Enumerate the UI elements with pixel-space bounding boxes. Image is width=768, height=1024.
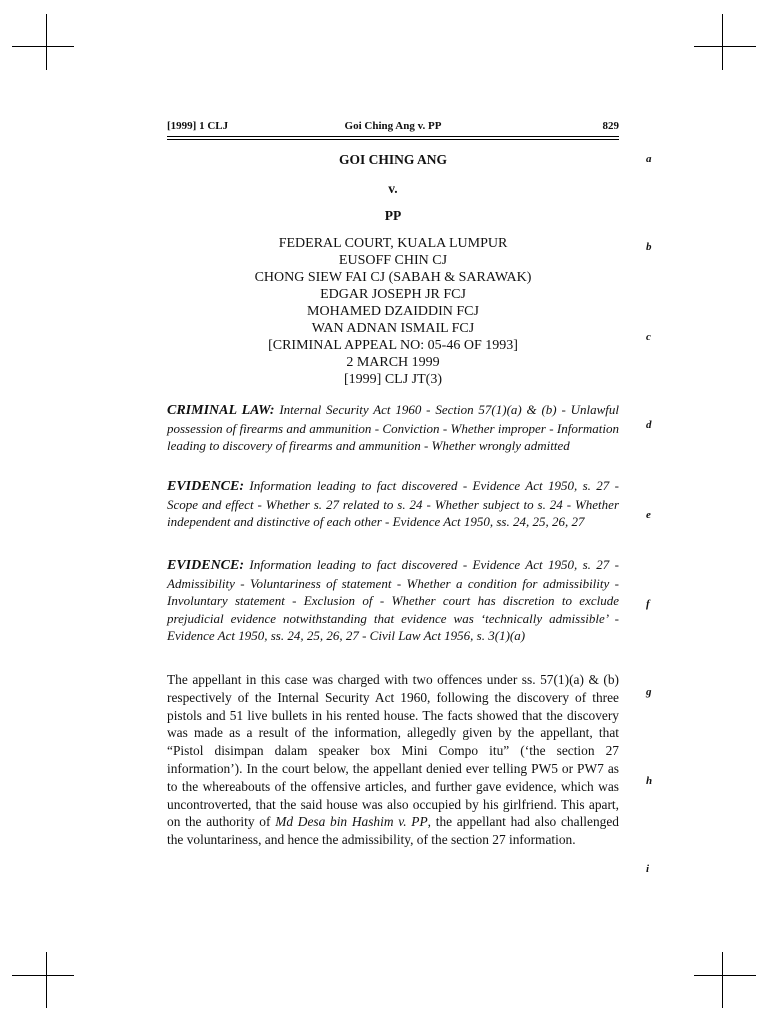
catchword-text: Internal Security Act 1960 - Section 57(1)(a) & (b) - Unlawful possession of firearms and ammunition - Conviction - Whether improper - Information leading to discovery of firearms and ammunition - Whether wrongly admitted	[167, 402, 619, 454]
versus: v.	[388, 181, 398, 196]
crop-mark-tr-v	[722, 14, 723, 70]
margin-letter-h: h	[646, 775, 653, 787]
crop-mark-tl-v	[46, 14, 47, 70]
court-line: MOHAMED DZAIDDIN FCJ	[307, 304, 479, 319]
catchword-keyword: EVIDENCE:	[167, 558, 245, 573]
catchword-text: Information leading to fact discovered - Evidence Act 1950, s. 27 - Scope and effect - Whether s. 27 related to s. 24 - Whether subject to s. 24 - Whether independent and distinctive of each other - Evidence Act 1950, ss. 24, 25, 26, 27	[167, 478, 619, 530]
margin-letter-g: g	[646, 686, 652, 698]
headnote-body	[167, 671, 619, 849]
catchword-keyword: CRIMINAL LAW:	[167, 403, 275, 418]
margin-letter-b: b	[646, 241, 652, 253]
header-citation: [1999] 1 CLJ	[167, 120, 229, 132]
court-line: [1999] CLJ JT(3)	[344, 372, 442, 387]
catchword-text: Information leading to fact discovered - Evidence Act 1950, s. 27 - Admissibility - Voluntariness of statement - Whether a condition for admissibility - Involuntary statement - Exclusion of - Whether court has discretion to exclude prejudicial evidence notwithstanding that evidence was ‘technically admissible’ - Evidence Act 1950, ss. 24, 25, 26, 27 - Civil Law Act 1956, s. 3(1)(a)	[167, 557, 619, 644]
court-line: CHONG SIEW FAI CJ (SABAH & SARAWAK)	[254, 270, 532, 285]
catchword-paragraph	[167, 556, 619, 645]
catchword-paragraph	[167, 477, 619, 531]
court-line: FEDERAL COURT, KUALA LUMPUR	[278, 236, 508, 251]
header-rule-top	[167, 136, 619, 137]
crop-mark-tr-h	[694, 46, 756, 47]
court-line: EDGAR JOSEPH JR FCJ	[320, 287, 466, 302]
crop-mark-bl-v	[46, 952, 47, 1008]
body-text-part2: , the appellant had also challenged the voluntariness, and hence the admissibility, of the section 27 information.	[167, 814, 619, 848]
crop-mark-br-v	[722, 952, 723, 1008]
margin-letter-i: i	[646, 863, 650, 875]
case-citation: Md Desa bin Hashim v. PP	[275, 814, 428, 830]
header-case-name: Goi Ching Ang v. PP	[344, 120, 442, 132]
page-number: 829	[602, 120, 619, 132]
party-one: GOI CHING ANG	[338, 152, 447, 167]
crop-mark-tl-h	[12, 46, 74, 47]
margin-letter-c: c	[646, 331, 651, 343]
court-line: [CRIMINAL APPEAL NO: 05-46 OF 1993]	[268, 338, 518, 353]
body-text-part1: The appellant in this case was charged with two offences under ss. 57(1)(a) & (b) respectively of the Internal Security Act 1960, following the discovery of three pistols and 51 live bullets in his rented house. The facts showed that the discovery was made as a result of the information, allegedly given by the appellant, that “Pistol disimpan dalam speaker box Mini Compo itu” (‘the section 27 information’). In the court below, the appellant denied ever telling PW5 or PW7 as to the whereabouts of the offensive articles, and further gave evidence, which was uncontroverted, that the said house was also occupied by his girlfriend. This apart, on the authority of	[167, 672, 619, 830]
court-line: EUSOFF CHIN CJ	[338, 253, 448, 268]
crop-mark-bl-h	[12, 975, 74, 976]
court-line: 2 MARCH 1999	[346, 355, 440, 370]
header-rule-bottom	[167, 139, 619, 140]
margin-letter-a: a	[646, 153, 652, 165]
margin-letter-f: f	[646, 598, 650, 610]
crop-mark-br-h	[694, 975, 756, 976]
catchword-paragraph	[167, 401, 619, 455]
margin-letter-e: e	[646, 509, 651, 521]
margin-letter-d: d	[646, 419, 652, 431]
catchword-keyword: EVIDENCE:	[167, 479, 245, 494]
party-two: PP	[384, 208, 402, 223]
court-line: WAN ADNAN ISMAIL FCJ	[311, 321, 475, 336]
